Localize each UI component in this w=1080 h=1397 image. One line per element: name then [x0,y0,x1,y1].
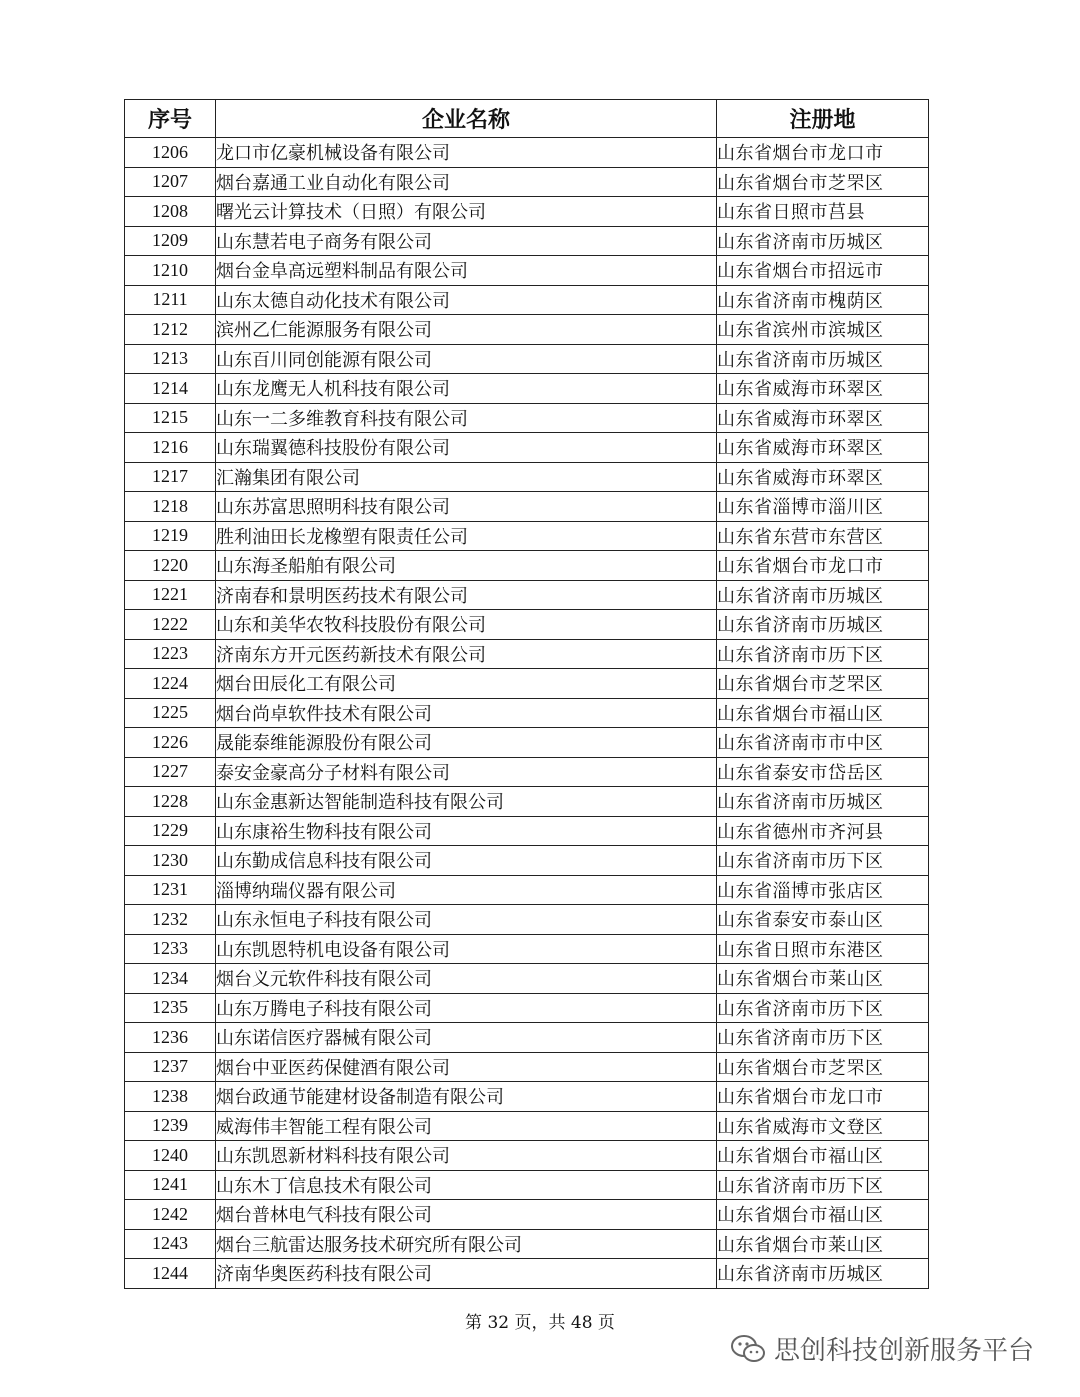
row-serial-number: 1214 [125,374,216,404]
table-row [125,492,929,522]
row-registered-location: 山东省烟台市莱山区 [717,1229,929,1259]
row-serial-number: 1206 [125,138,216,168]
row-registered-location: 山东省烟台市芝罘区 [717,167,929,197]
row-registered-location: 山东省济南市历城区 [717,1259,929,1289]
row-serial-number: 1237 [125,1052,216,1082]
row-registered-location: 山东省滨州市滨城区 [717,315,929,345]
row-serial-number: 1243 [125,1229,216,1259]
row-serial-number: 1236 [125,1023,216,1053]
row-serial-number: 1227 [125,757,216,787]
row-serial-number: 1212 [125,315,216,345]
row-enterprise-name: 山东瑞翼德科技股份有限公司 [216,433,717,463]
header-registered-location: 注册地 [717,100,929,138]
table-row [125,226,929,256]
table-row [125,993,929,1023]
table-row [125,787,929,817]
row-enterprise-name: 山东诺信医疗器械有限公司 [216,1023,717,1053]
row-enterprise-name: 山东慧若电子商务有限公司 [216,226,717,256]
row-enterprise-name: 烟台尚卓软件技术有限公司 [216,698,717,728]
row-enterprise-name: 威海伟丰智能工程有限公司 [216,1111,717,1141]
row-registered-location: 山东省淄博市张店区 [717,875,929,905]
row-serial-number: 1235 [125,993,216,1023]
row-serial-number: 1218 [125,492,216,522]
row-enterprise-name: 山东康裕生物科技有限公司 [216,816,717,846]
table-row [125,1141,929,1171]
row-enterprise-name: 山东龙鹰无人机科技有限公司 [216,374,717,404]
row-serial-number: 1240 [125,1141,216,1171]
watermark [730,1330,1034,1367]
table-header-row [125,100,929,138]
row-enterprise-name: 济南华奥医药科技有限公司 [216,1259,717,1289]
table-row [125,1023,929,1053]
row-registered-location: 山东省烟台市龙口市 [717,1082,929,1112]
row-enterprise-name: 烟台嘉通工业自动化有限公司 [216,167,717,197]
table-row [125,639,929,669]
row-registered-location: 山东省济南市历城区 [717,610,929,640]
row-serial-number: 1221 [125,580,216,610]
row-enterprise-name: 山东苏富思照明科技有限公司 [216,492,717,522]
row-serial-number: 1209 [125,226,216,256]
table-row [125,816,929,846]
row-enterprise-name: 山东万腾电子科技有限公司 [216,993,717,1023]
row-enterprise-name: 山东太德自动化技术有限公司 [216,285,717,315]
table-row [125,256,929,286]
row-enterprise-name: 烟台政通节能建材设备制造有限公司 [216,1082,717,1112]
row-enterprise-name: 烟台田辰化工有限公司 [216,669,717,699]
row-registered-location: 山东省日照市东港区 [717,934,929,964]
enterprise-table [124,99,929,1289]
row-serial-number: 1241 [125,1170,216,1200]
table-row [125,1200,929,1230]
row-registered-location: 山东省威海市环翠区 [717,433,929,463]
table-row [125,905,929,935]
table-row [125,1229,929,1259]
row-enterprise-name: 泰安金豪高分子材料有限公司 [216,757,717,787]
table-row [125,1170,929,1200]
row-registered-location: 山东省烟台市芝罘区 [717,669,929,699]
row-serial-number: 1231 [125,875,216,905]
table-body [125,138,929,1289]
row-enterprise-name: 山东一二多维教育科技有限公司 [216,403,717,433]
row-registered-location: 山东省烟台市招远市 [717,256,929,286]
row-enterprise-name: 济南春和景明医药技术有限公司 [216,580,717,610]
row-enterprise-name: 济南东方开元医药新技术有限公司 [216,639,717,669]
table-row [125,1259,929,1289]
table-row [125,875,929,905]
table-row [125,551,929,581]
row-serial-number: 1244 [125,1259,216,1289]
row-enterprise-name: 烟台普林电气科技有限公司 [216,1200,717,1230]
row-registered-location: 山东省济南市历城区 [717,344,929,374]
row-registered-location: 山东省济南市历下区 [717,1023,929,1053]
row-serial-number: 1213 [125,344,216,374]
table-row [125,669,929,699]
table-row [125,846,929,876]
row-serial-number: 1233 [125,934,216,964]
table-row [125,521,929,551]
row-registered-location: 山东省威海市文登区 [717,1111,929,1141]
row-enterprise-name: 胜利油田长龙橡塑有限责任公司 [216,521,717,551]
row-enterprise-name: 山东凯恩新材料科技有限公司 [216,1141,717,1171]
row-enterprise-name: 山东百川同创能源有限公司 [216,344,717,374]
row-enterprise-name: 晟能泰维能源股份有限公司 [216,728,717,758]
row-registered-location: 山东省济南市槐荫区 [717,285,929,315]
row-enterprise-name: 山东海圣船舶有限公司 [216,551,717,581]
row-registered-location: 山东省威海市环翠区 [717,462,929,492]
table-row [125,934,929,964]
row-serial-number: 1208 [125,197,216,227]
table-row [125,315,929,345]
row-serial-number: 1215 [125,403,216,433]
row-enterprise-name: 山东永恒电子科技有限公司 [216,905,717,935]
row-serial-number: 1229 [125,816,216,846]
row-serial-number: 1226 [125,728,216,758]
row-serial-number: 1211 [125,285,216,315]
table-row [125,757,929,787]
row-registered-location: 山东省烟台市莱山区 [717,964,929,994]
row-enterprise-name: 淄博纳瑞仪器有限公司 [216,875,717,905]
row-serial-number: 1222 [125,610,216,640]
table-row [125,138,929,168]
table-row [125,285,929,315]
table-row [125,344,929,374]
table-row [125,403,929,433]
row-enterprise-name: 曙光云计算技术（日照）有限公司 [216,197,717,227]
row-serial-number: 1216 [125,433,216,463]
table-row [125,1082,929,1112]
row-serial-number: 1228 [125,787,216,817]
table-row [125,374,929,404]
row-registered-location: 山东省济南市历下区 [717,993,929,1023]
row-registered-location: 山东省济南市历下区 [717,639,929,669]
row-serial-number: 1224 [125,669,216,699]
row-enterprise-name: 滨州乙仁能源服务有限公司 [216,315,717,345]
watermark-text: 思创科技创新服务平台 [774,1336,1035,1366]
row-registered-location: 山东省济南市市中区 [717,728,929,758]
row-registered-location: 山东省威海市环翠区 [717,374,929,404]
wechat-icon [730,1334,766,1364]
row-enterprise-name: 烟台中亚医药保健酒有限公司 [216,1052,717,1082]
row-serial-number: 1238 [125,1082,216,1112]
row-serial-number: 1217 [125,462,216,492]
header-serial-number: 序号 [125,100,216,138]
row-registered-location: 山东省泰安市泰山区 [717,905,929,935]
row-registered-location: 山东省威海市环翠区 [717,403,929,433]
row-registered-location: 山东省济南市历城区 [717,580,929,610]
row-registered-location: 山东省济南市历下区 [717,846,929,876]
page-number: 第 32 页，共 48 页 [465,1313,615,1333]
row-enterprise-name: 烟台三航雷达服务技术研究所有限公司 [216,1229,717,1259]
row-serial-number: 1219 [125,521,216,551]
table-row [125,1111,929,1141]
row-enterprise-name: 山东金惠新达智能制造科技有限公司 [216,787,717,817]
row-serial-number: 1230 [125,846,216,876]
row-serial-number: 1239 [125,1111,216,1141]
row-serial-number: 1210 [125,256,216,286]
row-registered-location: 山东省济南市历下区 [717,1170,929,1200]
row-enterprise-name: 龙口市亿豪机械设备有限公司 [216,138,717,168]
row-registered-location: 山东省东营市东营区 [717,521,929,551]
row-serial-number: 1207 [125,167,216,197]
row-registered-location: 山东省淄博市淄川区 [717,492,929,522]
row-registered-location: 山东省烟台市福山区 [717,1200,929,1230]
row-registered-location: 山东省泰安市岱岳区 [717,757,929,787]
table-row [125,610,929,640]
row-enterprise-name: 山东勤成信息科技有限公司 [216,846,717,876]
row-enterprise-name: 烟台金阜高远塑料制品有限公司 [216,256,717,286]
table-row [125,1052,929,1082]
row-enterprise-name: 山东木丁信息技术有限公司 [216,1170,717,1200]
table-row [125,580,929,610]
row-serial-number: 1232 [125,905,216,935]
table-row [125,728,929,758]
row-serial-number: 1225 [125,698,216,728]
row-enterprise-name: 汇瀚集团有限公司 [216,462,717,492]
row-registered-location: 山东省烟台市龙口市 [717,138,929,168]
table-row [125,197,929,227]
row-serial-number: 1242 [125,1200,216,1230]
row-serial-number: 1234 [125,964,216,994]
row-registered-location: 山东省德州市齐河县 [717,816,929,846]
table-row [125,462,929,492]
row-registered-location: 山东省烟台市福山区 [717,698,929,728]
row-serial-number: 1220 [125,551,216,581]
row-registered-location: 山东省济南市历城区 [717,226,929,256]
row-registered-location: 山东省烟台市龙口市 [717,551,929,581]
row-enterprise-name: 山东凯恩特机电设备有限公司 [216,934,717,964]
row-serial-number: 1223 [125,639,216,669]
row-registered-location: 山东省日照市莒县 [717,197,929,227]
row-registered-location: 山东省烟台市芝罘区 [717,1052,929,1082]
row-enterprise-name: 山东和美华农牧科技股份有限公司 [216,610,717,640]
row-registered-location: 山东省烟台市福山区 [717,1141,929,1171]
row-enterprise-name: 烟台义元软件科技有限公司 [216,964,717,994]
table-row [125,433,929,463]
row-registered-location: 山东省济南市历城区 [717,787,929,817]
table-row [125,698,929,728]
header-enterprise-name: 企业名称 [216,100,717,138]
table-row [125,964,929,994]
table-row [125,167,929,197]
